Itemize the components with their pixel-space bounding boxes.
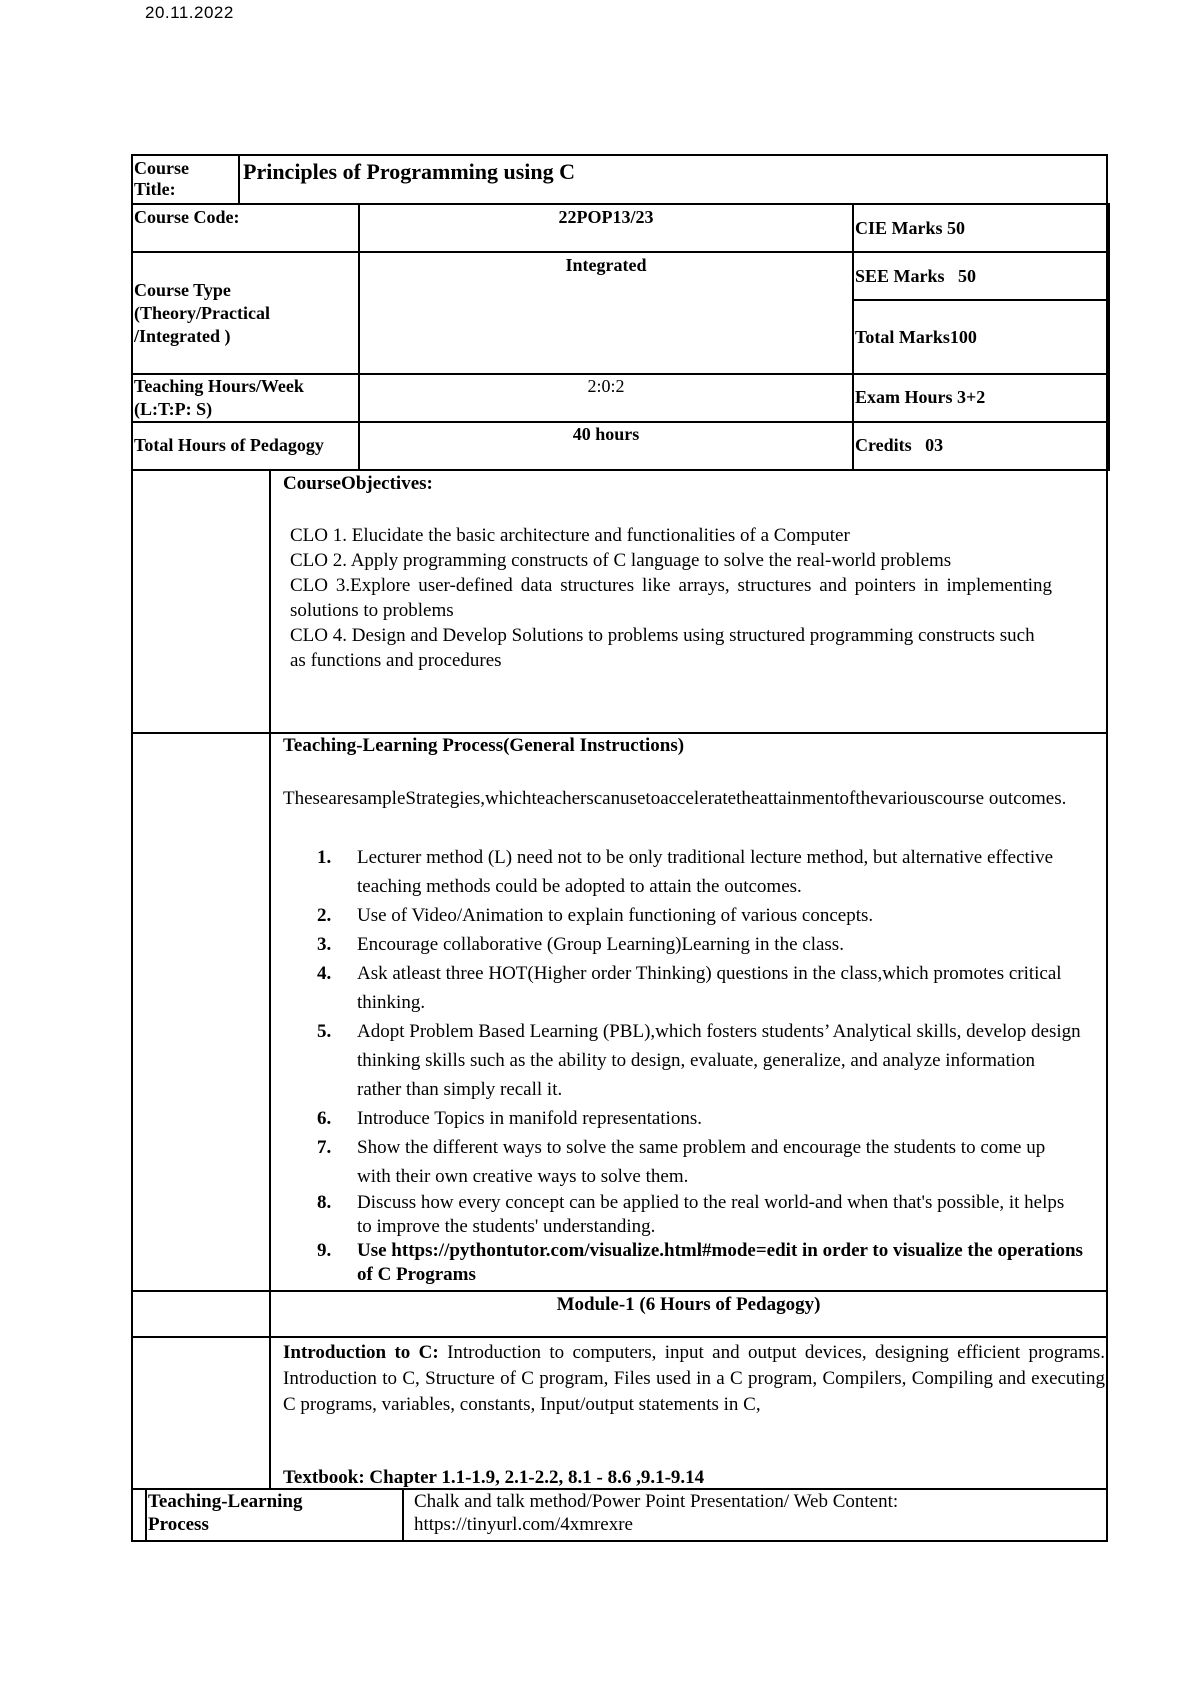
module-intro-text: Introduction to computers, input and output devices, designing efficient programs. Introduction to C, Structure of C program, Files used in a C program, Compilers, Compiling and executing C programs, variables, constants, Input/output statements in C, [283, 1342, 1105, 1415]
document-date: 20.11.2022 [145, 3, 234, 22]
divider [238, 154, 240, 204]
module-tl-label: Teaching-Learning Process [148, 1491, 303, 1535]
divider [131, 469, 1108, 471]
list-item: 6. Introduce Topics in manifold representations. [317, 1108, 702, 1129]
list-item: 2. Use of Video/Animation to explain functioning of various concepts. [317, 905, 874, 926]
course-title-label: Course Title: [134, 158, 189, 199]
list-item: 4. Ask atleast three HOT(Higher order Thinking) questions in the class,which promotes critical thinking. [317, 963, 1062, 1013]
list-item: 9. Use https://pythontutor.com/visualize.html#mode=edit in order to visualize the operations of C Programs [317, 1240, 1083, 1285]
module-heading: Module-1 (6 Hours of Pedagogy) [556, 1294, 821, 1315]
divider [145, 1488, 147, 1542]
tlp-list [283, 843, 1083, 1287]
credits: Credits 03 [855, 435, 944, 455]
objectives-list [290, 523, 1052, 673]
total-marks: Total Marks100 [855, 327, 977, 347]
objective-item: CLO 4. Design and Develop Solutions to problems using structured programming constructs such as functions and procedures [290, 625, 1035, 671]
cie-marks: CIE Marks 50 [855, 218, 966, 238]
list-item: 3. Encourage collaborative (Group Learning)Learning in the class. [317, 934, 844, 955]
divider [852, 203, 854, 471]
textbook-reference: Textbook: Chapter 1.1-1.9, 2.1-2.2, 8.1 - 8.6 ,9.1-9.14 [283, 1467, 705, 1488]
divider [131, 251, 1108, 253]
divider [402, 1488, 404, 1542]
module-content [283, 1340, 1105, 1418]
divider [852, 299, 1108, 301]
course-type-label: Course Type (Theory/Practical /Integrated ) [134, 280, 270, 346]
objectives-heading: CourseObjectives: [283, 473, 433, 494]
course-code: 22POP13/23 [558, 207, 654, 227]
list-item: 7. Show the different ways to solve the same problem and encourage the students to come up with their own creative ways to solve them. [317, 1137, 1046, 1187]
tlp-intro: ThesearesampleStrategies,whichteacherscanusetoacceleratetheattainmentofthevariouscourse outcomes. [283, 788, 1067, 809]
module-tl-value: Chalk and talk method/Power Point Presentation/ Web Content: https://tinyurl.com/4xmrexre [414, 1491, 899, 1535]
module-intro-label: Introduction to C: [283, 1342, 439, 1363]
divider [131, 203, 1108, 205]
objective-item: CLO 3.Explore user-defined data structures like arrays, structures and pointers in implementing solutions to problems [290, 575, 1052, 621]
course-title: Principles of Programming using C [243, 159, 576, 184]
divider [131, 1336, 1108, 1338]
pedagogy-hours-label: Total Hours of Pedagogy [134, 435, 324, 455]
list-item: 1. Lecturer method (L) need not to be only traditional lecture method, but alternative effective teaching methods could be adopted to attain the outcomes. [317, 847, 1054, 897]
pedagogy-hours: 40 hours [572, 424, 640, 444]
list-item: 5. Adopt Problem Based Learning (PBL),which fosters students’ Analytical skills, develop design thinking skills such as the ability to design, evaluate, generalize, and analyze information rather than simply recall it. [317, 1021, 1081, 1100]
exam-hours: Exam Hours 3+2 [855, 387, 986, 407]
teaching-hours-label: Teaching Hours/Week (L:T:P: S) [134, 376, 304, 419]
teaching-hours: 2:0:2 [587, 376, 625, 396]
list-item: 8. Discuss how every concept can be applied to the real world-and when that's possible, it helps to improve the students' understanding. [317, 1192, 1065, 1237]
divider [131, 1290, 1108, 1292]
objective-item: CLO 1. Elucidate the basic architecture and functionalities of a Computer [290, 525, 850, 546]
course-type: Integrated [565, 255, 647, 275]
course-code-label: Course Code: [134, 207, 240, 227]
tlp-heading: Teaching-Learning Process(General Instructions) [283, 735, 685, 756]
divider [1108, 203, 1110, 471]
see-marks: SEE Marks 50 [855, 266, 977, 286]
objective-item: CLO 2. Apply programming constructs of C language to solve the real-world problems [290, 550, 952, 571]
